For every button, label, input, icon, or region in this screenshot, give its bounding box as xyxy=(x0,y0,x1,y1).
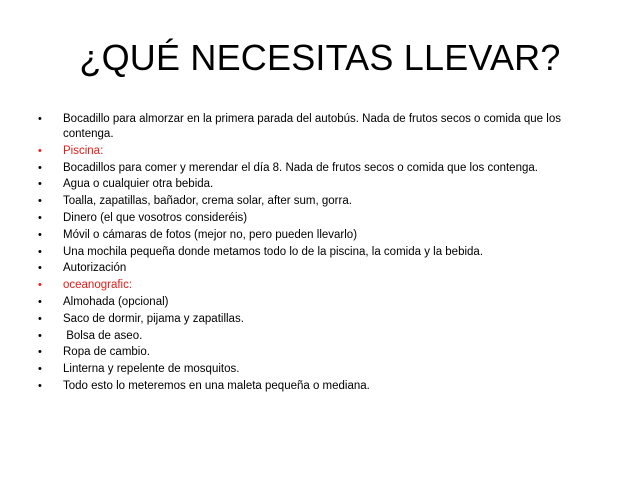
list-item xyxy=(38,228,578,243)
list-item xyxy=(38,161,578,176)
bullet-dot-icon: • xyxy=(38,363,42,376)
list-item-text: Móvil o cámaras de fotos (mejor no, pero pueden llevarlo) xyxy=(63,228,358,241)
list-item xyxy=(38,211,578,226)
list-item xyxy=(38,261,578,276)
list-item-text: oceanografic: xyxy=(63,279,133,292)
list-item xyxy=(38,245,578,260)
list-item xyxy=(38,379,578,394)
list-item-text: Toalla, zapatillas, bañador, crema solar, after sum, gorra. xyxy=(63,195,352,208)
slide-title: ¿QUÉ NECESITAS LLEVAR? xyxy=(79,37,561,78)
bullet-dot-icon: • xyxy=(38,295,42,308)
list-item-text: Todo esto lo meteremos en una maleta pequeña o mediana. xyxy=(63,379,370,392)
list-item-text: Ropa de cambio. xyxy=(63,346,150,359)
list-item-text: Piscina: xyxy=(63,144,104,157)
list-item-text: Bocadillos para comer y merendar el día 8. Nada de frutos secos o comida que los contenga. xyxy=(63,161,538,174)
bullet-dot-icon: • xyxy=(38,312,42,325)
list-item xyxy=(38,312,578,327)
list-item-text: Bocadillo para almorzar en la primera parada del autobús. Nada de frutos secos o comida que los contenga. xyxy=(63,113,565,140)
list-item-text: Autorización xyxy=(63,262,127,275)
list-item xyxy=(38,177,578,192)
bullet-dot-icon: • xyxy=(38,161,42,174)
bullet-dot-icon: • xyxy=(38,262,42,275)
list-item xyxy=(38,345,578,360)
list-item xyxy=(38,295,578,310)
list-item-text: Almohada (opcional) xyxy=(63,295,169,308)
bullet-dot-icon: • xyxy=(38,279,42,292)
list-item-text: Bolsa de aseo. xyxy=(63,329,143,342)
bullet-dot-icon: • xyxy=(38,211,42,224)
bullet-dot-icon: • xyxy=(38,379,42,392)
bullet-dot-icon: • xyxy=(38,144,42,157)
list-item-text: Saco de dormir, pijama y zapatillas. xyxy=(63,312,244,325)
list-item xyxy=(38,112,578,142)
list-item xyxy=(38,144,578,159)
list-item-text: Dinero (el que vosotros consideréis) xyxy=(63,211,248,224)
bullet-dot-icon: • xyxy=(38,178,42,191)
list-item-text: Agua o cualquier otra bebida. xyxy=(63,178,214,191)
bullet-dot-icon: • xyxy=(38,346,42,359)
bullet-dot-icon: • xyxy=(38,195,42,208)
list-item xyxy=(38,194,578,209)
list-item xyxy=(38,362,578,377)
bullet-list xyxy=(38,112,578,396)
list-item xyxy=(38,278,578,293)
list-item xyxy=(38,329,578,344)
bullet-dot-icon: • xyxy=(38,113,42,125)
list-item-text: Una mochila pequeña donde metamos todo lo de la piscina, la comida y la bebida. xyxy=(63,245,484,258)
list-item-text: Linterna y repelente de mosquitos. xyxy=(63,363,240,376)
bullet-dot-icon: • xyxy=(38,329,42,342)
bullet-dot-icon: • xyxy=(38,228,42,241)
bullet-dot-icon: • xyxy=(38,245,42,258)
